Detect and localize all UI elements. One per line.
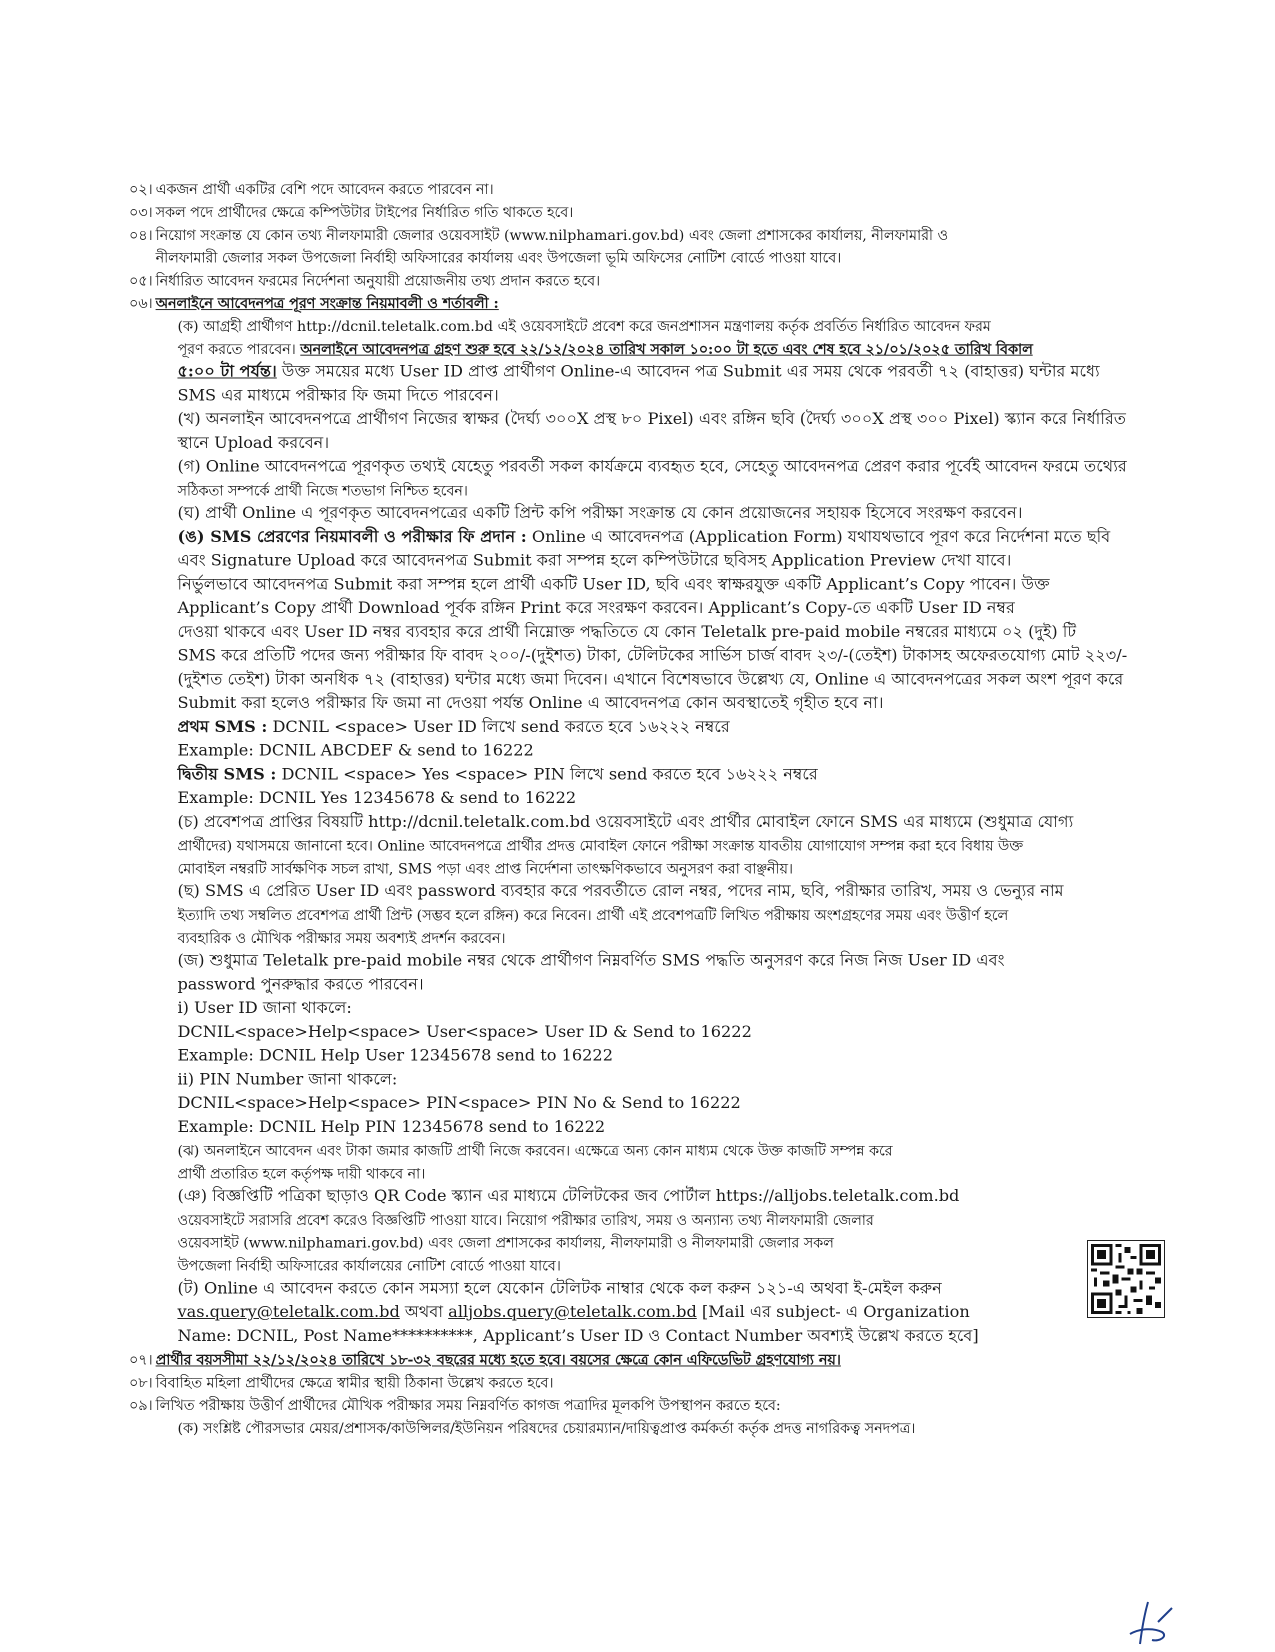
item-04 (129, 224, 1174, 247)
item-number: ০৬। (129, 294, 153, 312)
rule-jha-2: প্রার্থী প্রতারিত হলে কর্তৃপক্ষ দায়ী থাকবে না। (177, 1165, 426, 1183)
rule-ta-2 (129, 1301, 1174, 1325)
rule-ga-2: সঠিকতা সম্পর্কে প্রার্থী নিজে শতভাগ নিশ্চিত হবেন। (177, 482, 468, 500)
rule-ga-1: (গ) Online আবেদনপত্রে পূরণকৃত তথ্যই যেহেতু পরবর্তী সকল কার্যক্রমে ব্যবহৃত হবে, সেহেতু আবেদনপত্র প্রেরণ করার পূর্বেই আবেদন ফরমে তথ্যের (177, 457, 1127, 477)
rule-chha-1: (ছ) SMS এ প্রেরিত User ID এবং password ব্যবহার করে পরবর্তীতে রোল নম্বর, পদের নাম, ছবি, পরীক্ষার তারিখ, সময় ও ভেন্যুর নাম (177, 881, 1064, 901)
or-text: অথবা (399, 1302, 449, 1322)
rule-umo-2: এবং Signature Upload করে আবেদনপত্র Submit করা সম্পন্ন হলে কম্পিউটারে ছবিসহ Application Preview দেখা যাবে। (177, 551, 1012, 571)
rule-nya-4: উপজেলা নির্বাহী অফিসারের কার্যালয়ের নোটিশ বোর্ডে পাওয়া যাবে। (177, 1257, 561, 1275)
mail-subject-text: [Mail এর subject- এ Organization (696, 1302, 970, 1322)
item-text: বিবাহিত মহিলা প্রার্থীদের ক্ষেত্রে স্বামীর স্থায়ী ঠিকানা উল্লেখ করতে হবে। (155, 1374, 554, 1392)
rule-ta-3: Name: DCNIL, Post Name**********, Applicant’s User ID ও Contact Number অবশ্যই উল্লেখ করতে হবে] (177, 1326, 979, 1346)
signature-mark-icon (1120, 1598, 1180, 1648)
rule-chha-2: ইত্যাদি তথ্য সম্বলিত প্রবেশপত্র প্রার্থী প্রিন্ট (সম্ভব হলে রঙ্গিন) করে নিবেন। প্রার্থী এই প্রবেশপত্রটি লিখিত পরীক্ষায় অংশগ্রহণের সময় এবং উত্তীর্ণ হলে (177, 906, 1009, 924)
rule-umo-6: SMS করে প্রতিটি পদের জন্য পরীক্ষার ফি বাবদ ২০০/-(দুইশত) টাকা, টেলিটকের সার্ভিস চার্জ বাবদ ২৩/-(তেইশ) টাকাসহ অফেরতযোগ্য মোট ২২৩/- (177, 646, 1128, 666)
age-limit-text: প্রার্থীর বয়সসীমা ২২/১২/২০২৪ তারিখে ১৮-৩২ বছরের মধ্যে হতে হবে। বয়সের ক্ষেত্রে কোন এফিডেভিট গ্রহণযোগ্য নয়। (155, 1351, 841, 1369)
rule-ka-1: (ক) আগ্রহী প্রার্থীগণ http://dcnil.teletalk.com.bd এই ওয়েবসাইটে প্রবেশ করে জনপ্রশাসন মন্ত্রণালয় কর্তৃক প্রবর্তিত নির্ধারিত আবেদন ফরম (177, 317, 991, 335)
rule-umo-4: Applicant’s Copy প্রার্থী Download পূর্বক রঙ্গিন Print করে সংরক্ষণ করবেন। Applicant’s Copy-তে একটি User ID নম্বর (177, 598, 1015, 618)
rule-cha-2: প্রার্থীদের) যথাসময়ে জানানো হবে। Online আবেদনপত্রে প্রার্থীর প্রদত্ত মোবাইল ফোনে পরীক্ষা সংক্রান্ত যাবতীয় যোগাযোগ সম্পন্ন করা হবে বিধায় উক্ত (177, 837, 1023, 855)
rule-nya-2: ওয়েবসাইটে সরাসরি প্রবেশ করেও বিজ্ঞপ্তিটি পাওয়া যাবে। নিয়োগ পরীক্ষার তারিখ, সময় ও অন্যান্য তথ্য নীলফামারী জেলার (177, 1211, 874, 1229)
rule-ja-5: Example: DCNIL Help User 12345678 send to 16222 (177, 1046, 613, 1066)
rule-cha-3: মোবাইল নম্বরটি সার্বক্ষণিক সচল রাখা, SMS পড়া এবং প্রাপ্ত নির্দেশনা তাৎক্ষণিকভাবে অনুসরণ করা বাঞ্ছনীয়। (177, 860, 794, 878)
vas-query-email[interactable]: vas.query@teletalk.com.bd (177, 1302, 400, 1322)
item-05 (129, 269, 1174, 292)
second-sms-example: Example: DCNIL Yes 12345678 & send to 16222 (177, 788, 577, 808)
rule-umo-3: নির্ভুলভাবে আবেদনপত্র Submit করা সম্পন্ন হলে প্রার্থী একটি User ID, ছবি এবং স্বাক্ষরযুক্ত একটি Applicant’s Copy পাবেন। উক্ত (177, 575, 1050, 595)
rule-umo-5: দেওয়া থাকবে এবং User ID নম্বর ব্যবহার করে প্রার্থী নিম্নোক্ত পদ্ধতিতে যে কোন Teletalk pre-paid mobile নম্বরের মাধ্যমে ০২ (দুই) টি (177, 622, 1077, 642)
rule-ta-1: (ট) Online এ আবেদন করতে কোন সমস্যা হলে যেকোন টেলিটক নাম্বার থেকে কল করুন ১২১-এ অথবা ই-মেইল করুন (177, 1279, 942, 1299)
rule-chha-3: ব্যবহারিক ও মৌখিক পরীক্ষার সময় অবশ্যই প্রদর্শন করবেন। (177, 929, 506, 947)
first-sms (129, 716, 1174, 740)
rule-ja-4: DCNIL<space>Help<space> User<space> User ID & Send to 16222 (177, 1022, 752, 1042)
item-number: ০৪। (129, 226, 153, 244)
item-text: সকল পদে প্রার্থীদের ক্ষেত্রে কম্পিউটার টাইপের নির্ধারিত গতি থাকতে হবে। (155, 203, 574, 221)
section-heading: অনলাইনে আবেদনপত্র পূরণ সংক্রান্ত নিয়মাবলী ও শর্তাবলী : (155, 294, 499, 312)
rule-ja-3: i) User ID জানা থাকলে: (177, 998, 352, 1018)
rule-text: উক্ত সময়ের মধ্যে User ID প্রাপ্ত প্রার্থীগণ Online-এ আবেদন পত্র Submit এর সময় থেকে পরবর্তী ৭২ (বাহাত্তর) ঘন্টার মধ্যে (276, 362, 1100, 382)
item-text: নির্ধারিত আবেদন ফরমের নির্দেশনা অনুযায়ী প্রয়োজনীয় তথ্য প্রদান করতে হবে। (155, 272, 601, 290)
item-04-cont: নীলফামারী জেলার সকল উপজেলা নির্বাহী অফিসারের কার্যালয় এবং উপজেলা ভূমি অফিসের নোটিশ বোর্ডে পাওয়া যাবে। (155, 249, 842, 267)
rule-ka-4: SMS এর মাধ্যমে পরীক্ষার ফি জমা দিতে পারবেন। (177, 386, 499, 406)
second-sms-text: DCNIL <space> Yes <space> PIN লিখে send করতে হবে ১৬২২২ নম্বরে (276, 765, 818, 785)
item-07 (129, 1348, 1174, 1371)
rule-umo-7: (দুইশত তেইশ) টাকা অনধিক ৭২ (বাহাত্তর) ঘন্টার মধ্যে জমা দিবেন। এখানে বিশেষভাবে উল্লেখ্য যে, Online এ আবেদনপত্রের সকল অংশ পূরণ করে (177, 670, 1124, 690)
item-number: ০৯। (129, 1396, 153, 1414)
item-08 (129, 1371, 1174, 1394)
first-sms-example: Example: DCNIL ABCDEF & send to 16222 (177, 741, 534, 761)
item-03 (129, 201, 1174, 224)
rule-ja-1: (জ) শুধুমাত্র Teletalk pre-paid mobile নম্বর থেকে প্রার্থীগণ নিম্নবর্ণিত SMS পদ্ধতি অনুসরণ করে নিজ নিজ User ID এবং (177, 951, 1005, 971)
item-text: নিয়োগ সংক্রান্ত যে কোন তথ্য নীলফামারী জেলার ওয়েবসাইট (www.nilphamari.gov.bd) এবং জেলা প্রশাসকের কার্যালয়, নীলফামারী ও (155, 226, 949, 244)
alljobs-query-email[interactable]: alljobs.query@teletalk.com.bd (448, 1302, 697, 1322)
rule-ja-7: DCNIL<space>Help<space> PIN<space> PIN No & Send to 16222 (177, 1093, 741, 1113)
item-number: ০৩। (129, 203, 153, 221)
first-sms-text: DCNIL <space> User ID লিখে send করতে হবে ১৬২২২ নম্বরে (267, 717, 730, 737)
sms-rules-heading: (ঙ) SMS প্রেরণের নিয়মাবলী ও পরীক্ষার ফি প্রদান : (177, 527, 527, 547)
rule-gha-1: (ঘ) প্রার্থী Online এ পূরণকৃত আবেদনপত্রের একটি প্রিন্ট কপি পরীক্ষা সংক্রান্ত যে কোন প্রয়োজনের সহায়ক হিসেবে সংরক্ষণ করবেন। (177, 503, 1023, 523)
item-number: ০২। (129, 180, 153, 198)
rule-ka-3 (129, 360, 1174, 384)
rule-umo-1 (129, 526, 1174, 550)
first-sms-label: প্রথম SMS : (177, 717, 268, 737)
second-sms (129, 763, 1174, 787)
rule-nya-3: ওয়েবসাইট (www.nilphamari.gov.bd) এবং জেলা প্রশাসকের কার্যালয়, নীলফামারী ও নীলফামারী জেলার সকল (177, 1234, 834, 1252)
item-09-ka: (ক) সংশ্লিষ্ট পৌরসভার মেয়র/প্রশাসক/কাউন্সিলর/ইউনিয়ন পরিষদের চেয়ারম্যান/দায়িত্বপ্রাপ্ত কর্মকর্তা কর্তৃক প্রদত্ত নাগরিকত্ব সনদপত্র। (177, 1419, 916, 1437)
application-period: অনলাইনে আবেদনপত্র গ্রহণ শুরু হবে ২২/১২/২০২৪ তারিখ সকাল ১০:০০ টা হতে এবং শেষ হবে ২১/০১/২০২৫ তারিখ বিকাল (300, 340, 1033, 358)
item-number: ০৮। (129, 1374, 153, 1392)
item-text: একজন প্রার্থী একটির বেশি পদে আবেদন করতে পারবেন না। (155, 180, 494, 198)
item-02 (129, 178, 1174, 201)
application-end-time: ৫:০০ টা পর্যন্ত। (177, 362, 277, 382)
notice-body (129, 178, 1174, 1440)
rule-ja-6: ii) PIN Number জানা থাকলে: (177, 1070, 398, 1090)
rule-kha-2: স্থানে Upload করবেন। (177, 433, 330, 453)
item-text: লিখিত পরীক্ষায় উত্তীর্ণ প্রার্থীদের মৌখিক পরীক্ষার সময় নিম্নবর্ণিত কাগজ পত্রাদির মূলকপি উপস্থাপন করতে হবে: (155, 1396, 781, 1414)
second-sms-label: দ্বিতীয় SMS : (177, 765, 277, 785)
item-number: ০৫। (129, 272, 153, 290)
rule-cha-1: (চ) প্রবেশপত্র প্রাপ্তির বিষয়টি http://dcnil.teletalk.com.bd ওয়েবসাইটে এবং প্রার্থীর মোবাইল ফোনে SMS এর মাধ্যমে (শুধুমাত্র যোগ্য (177, 812, 1074, 832)
rule-umo-8: Submit করা হলেও পরীক্ষার ফি জমা না দেওয়া পর্যন্ত Online এ আবেদনপত্র কোন অবস্থাতেই গৃহীত হবে না। (177, 693, 884, 713)
rule-jha-1: (ঝ) অনলাইনে আবেদন এবং টাকা জমার কাজটি প্রার্থী নিজে করবেন। এক্ষেত্রে অন্য কোন মাধ্যম থেকে উক্ত কাজটি সম্পন্ন করে (177, 1142, 893, 1160)
item-06 (129, 292, 1174, 315)
rule-kha-1: (খ) অনলাইন আবেদনপত্রে প্রার্থীগণ নিজের স্বাক্ষর (দৈর্ঘ্য ৩০০X প্রস্থ ৮০ Pixel) এবং রঙ্গিন ছবি (দৈর্ঘ্য ৩০০X প্রস্থ ৩০০ Pixel) স্ক্যান করে নির্ধারিত (177, 409, 1126, 429)
qr-code-icon (1087, 1240, 1165, 1318)
rule-nya-1: (ঞ) বিজ্ঞপ্তিটি পত্রিকা ছাড়াও QR Code স্ক্যান এর মাধ্যমে টেলিটকের জব পোর্টাল https://alljobs.teletalk.com.bd (177, 1186, 960, 1206)
rule-ka-2 (129, 338, 1174, 361)
item-number: ০৭। (129, 1351, 153, 1369)
rule-ja-8: Example: DCNIL Help PIN 12345678 send to 16222 (177, 1117, 606, 1137)
rule-text: পূরণ করতে পারবেন। (177, 340, 301, 358)
rule-text: Online এ আবেদনপত্র (Application Form) যথাযথভাবে পূরণ করে নির্দেশনা মতে ছবি (526, 527, 1111, 547)
item-09 (129, 1394, 1174, 1417)
rule-ja-2: password পুনরুদ্ধার করতে পারবেন। (177, 975, 424, 995)
